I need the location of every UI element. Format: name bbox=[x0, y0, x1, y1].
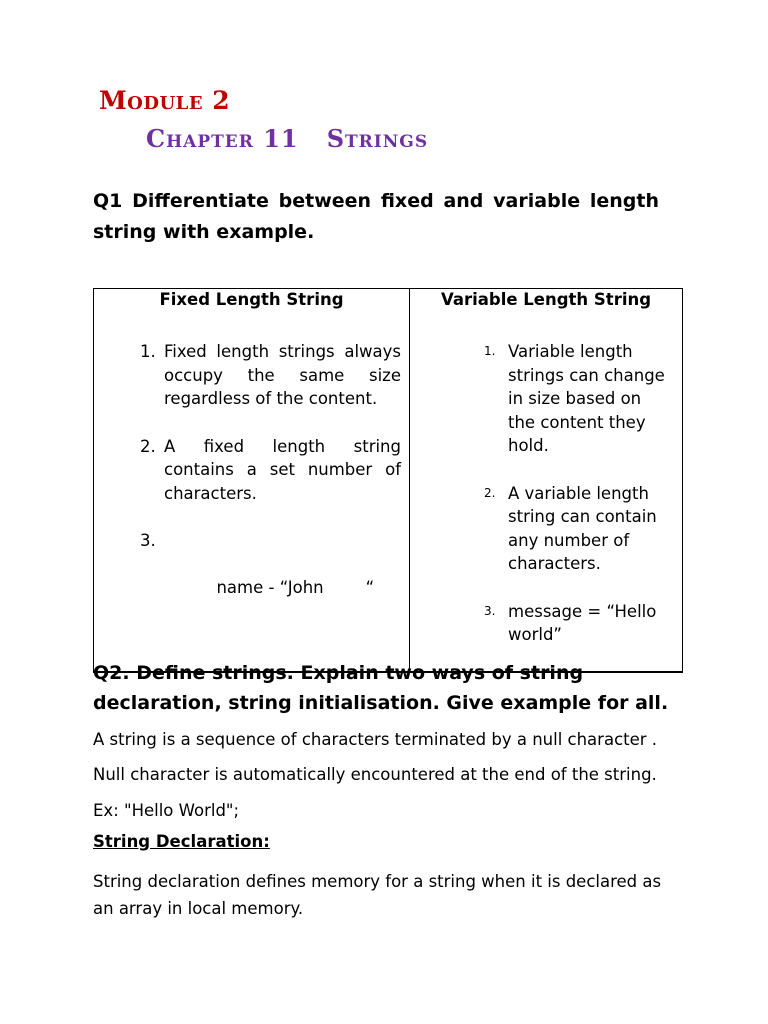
fixed-length-list bbox=[94, 316, 409, 623]
header-variable-length: Variable Length String bbox=[410, 289, 683, 317]
list-text: Fixed length strings always occupy the same size regardless of the content. bbox=[164, 342, 401, 408]
list-item bbox=[140, 340, 401, 411]
list-text: A fixed length string contains a set number of characters. bbox=[164, 436, 401, 503]
list-number: 2. bbox=[140, 436, 156, 456]
list-number: 1. bbox=[484, 344, 496, 358]
section-heading-string-declaration: String Declaration: bbox=[93, 832, 270, 851]
variable-length-cell bbox=[410, 316, 683, 672]
list-number: 3. bbox=[484, 603, 496, 618]
question-1: Q1 Differentiate between fixed and variable length string with example. bbox=[93, 190, 659, 243]
fixed-length-cell bbox=[94, 316, 410, 672]
list-item bbox=[484, 482, 670, 576]
string-definition: A string is a sequence of characters terminated by a null character . bbox=[93, 730, 658, 749]
module-title: Module 2 bbox=[99, 86, 231, 115]
variable-length-list bbox=[410, 316, 682, 647]
list-text: message = “Hello world” bbox=[508, 601, 657, 644]
list-number: 1. bbox=[140, 342, 156, 361]
list-item bbox=[484, 340, 670, 458]
chapter-title: Chapter 11 Strings bbox=[146, 124, 429, 153]
list-text: Variable length strings can change in size based on the content they hold. bbox=[508, 342, 665, 455]
null-character-note: Null character is automatically encountered at the end of the string. bbox=[93, 765, 657, 784]
list-number: 3. bbox=[140, 531, 156, 550]
string-example: Ex: "Hello World"; bbox=[93, 801, 240, 820]
table-body-row bbox=[94, 316, 683, 672]
list-number: 2. bbox=[484, 485, 496, 500]
question-2: Q2. Define strings. Explain two ways of string declaration, string initialisation. Give example for all. bbox=[93, 662, 669, 714]
comparison-table bbox=[93, 288, 683, 673]
list-text: name - “John “ bbox=[216, 578, 375, 597]
header-fixed-length: Fixed Length String bbox=[94, 289, 410, 317]
table-header-row bbox=[94, 289, 683, 317]
list-item bbox=[484, 600, 670, 647]
list-text: A variable length string can contain any number of characters. bbox=[508, 483, 657, 573]
string-declaration-text: String declaration defines memory for a string when it is declared as an array in local memory. bbox=[93, 872, 662, 918]
list-item bbox=[140, 529, 401, 623]
list-item bbox=[140, 435, 401, 506]
